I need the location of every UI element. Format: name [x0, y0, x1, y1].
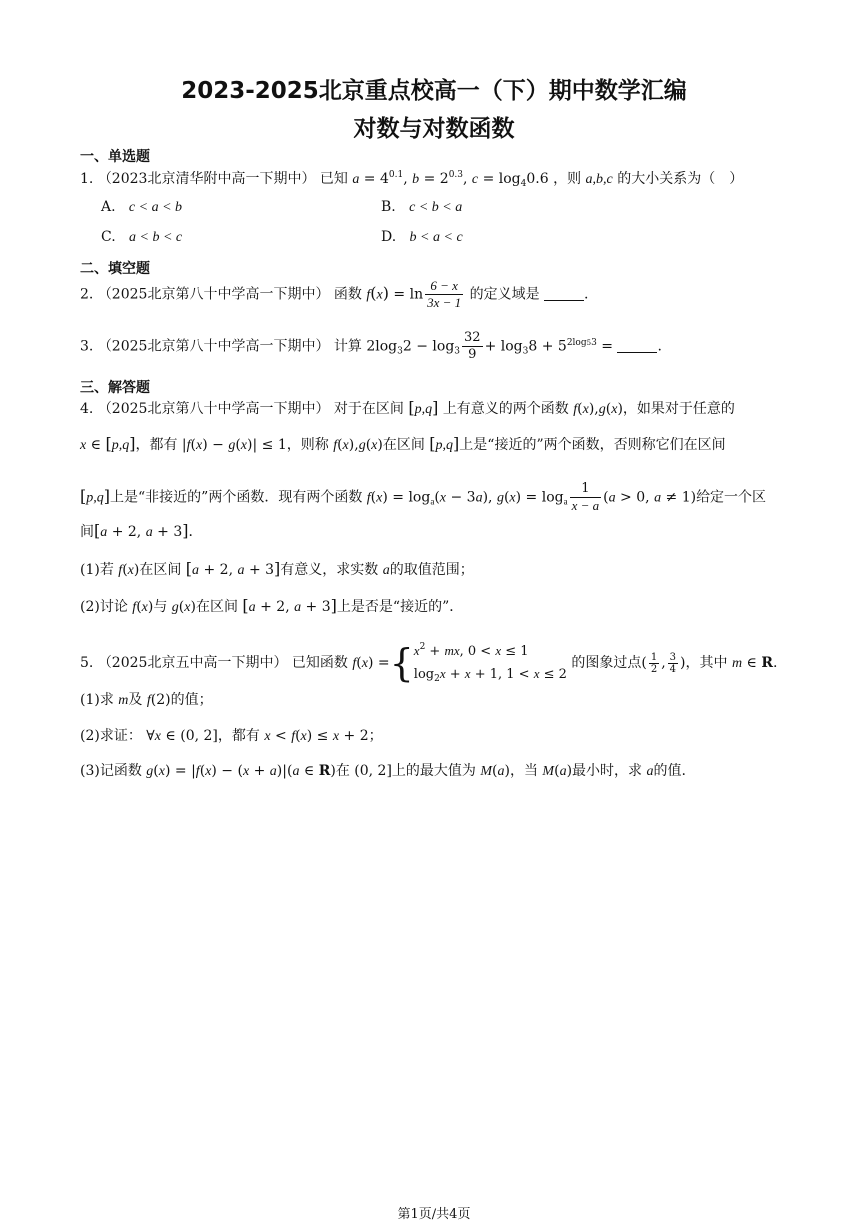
question-number: 4. [80, 401, 94, 417]
question-text: 已知 [319, 171, 348, 187]
question-source: （2025北京第八十中学高一下期中） [97, 401, 330, 417]
question-text: 的定义域是 [469, 286, 540, 303]
question-4-line-2: x ∈ [p,q]，都有 |f(x) − g(x)| ≤ 1，则称 f(x),g(x)在区间 [p,q]上是“接近的”两个函数，否则称它们在区间 [80, 434, 726, 453]
question-4-part-1: (1)若 f(x)在区间 [a + 2, a + 3]有意义，求实数 a的取值范围； [80, 559, 474, 578]
question-source: （2025北京五中高一下期中） [97, 655, 288, 671]
question-number: 3. [80, 338, 94, 355]
document-title: 2023-2025北京重点校高一（下）期中数学汇编 [181, 78, 687, 104]
option-d[interactable]: D. b < a < c [381, 229, 463, 245]
section-heading-single-choice: 一、单选题 [80, 149, 150, 165]
option-b[interactable]: B. c < b < a [381, 199, 463, 215]
question-text: 计算 [333, 338, 362, 355]
question-5-part-3: (3)记函数 g(x) = |f(x) − (x + a)|(a ∈ R)在 (0, 2]上的最大值为 M(a)，当 M(a)最小时，求 a的值. [80, 763, 686, 779]
question-5: 5. （2025北京五中高一下期中） 已知函数 $f(x) =\{x^2$ + mx, 0 < x ≤ 1 $\log_2x + x + 1$, 1 < x ≤ 2 的图象过点( $\frac{1}{2}$ , $\frac{3}{4}$ )，其中 m ∈ R. [80, 641, 778, 685]
question-number: 2. [80, 286, 94, 303]
option-c[interactable]: C. a < b < c [101, 229, 183, 245]
document-subtitle: 对数与对数函数 [353, 116, 515, 142]
option-a[interactable]: A. c < a < b [101, 199, 183, 215]
question-4-line-3: [p,q]上是“非接近的”两个函数．现有两个函数 $f(x) = \log_a(x - 3a)$, $g(x) = \log_a$ $\frac{1}{x - a}$ (a > 0, a ≠ 1)给定一个区 [80, 481, 767, 513]
answer-blank[interactable] [617, 340, 657, 353]
question-source: （2025北京第八十中学高一下期中） [97, 338, 330, 355]
question-source: （2025北京第八十中学高一下期中） [97, 286, 330, 303]
question-5-part-1: (1)求 m及 f(2)的值； [80, 692, 213, 708]
section-heading-fill-in: 二、填空题 [80, 261, 150, 277]
question-1: 1. （2023北京清华附中高一下期中） 已知 $a = 4^{0.1}$, $b = 2^{0.3}$, $c = \log_40.6$ ，则 a,b,c 的大小关系为（ ） [80, 170, 744, 189]
question-3: 3. （2025北京第八十中学高一下期中） 计算 $2\log_32 - \log_3$ $\frac{32}{9}$ + $\log_38 + 5^{2log53}$ = . [80, 330, 662, 362]
question-text: ，则 [553, 171, 582, 187]
question-4-part-2: (2)讨论 f(x)与 g(x)在区间 [a + 2, a + 3]上是否是“接近的”． [80, 596, 464, 615]
question-number: 1. [80, 171, 94, 187]
page-footer: 第1页/共4页 [397, 1207, 471, 1222]
question-4-line-4: 间[a + 2, a + 3]． [80, 521, 203, 540]
question-4-line-1: 4. （2025北京第八十中学高一下期中） 对于在区间 [p,q] 上有意义的两个函数 f(x),g(x)，如果对于任意的 [80, 398, 735, 417]
formula: a [352, 172, 360, 187]
question-2: 2. （2025北京第八十中学高一下期中） 函数 f(x) = ln $\frac{6 - x}{3x - 1}$ 的定义域是 . [80, 278, 589, 310]
section-heading-solutions: 三、解答题 [80, 380, 150, 396]
question-text: 函数 [333, 286, 362, 303]
question-5-part-2: (2)求证： ∀x ∈ (0, 2]，都有 x < f(x) ≤ x + 2； [80, 728, 383, 744]
answer-blank[interactable] [544, 288, 584, 301]
question-source: （2023北京清华附中高一下期中） [97, 171, 316, 187]
question-text: 的大小关系为（ ） [617, 171, 744, 187]
question-number: 5. [80, 655, 94, 671]
